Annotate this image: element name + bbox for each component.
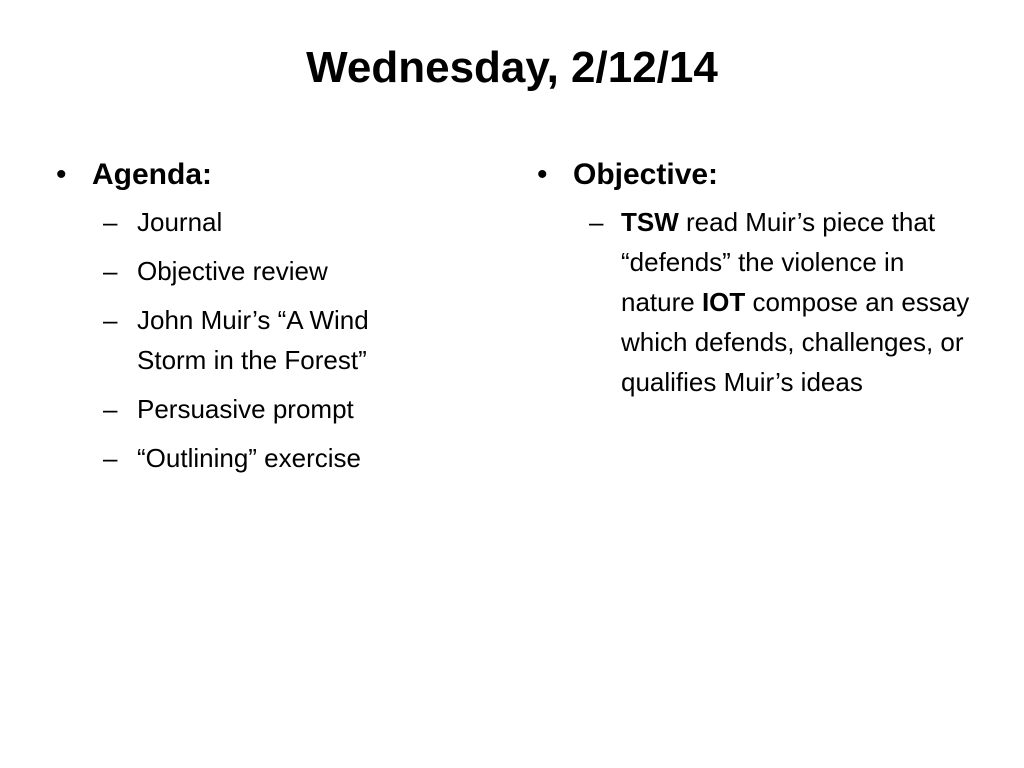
objective-heading: Objective: (573, 158, 719, 191)
bullet-icon: • (537, 158, 548, 191)
dash-icon: – (103, 443, 118, 473)
dash-icon: – (589, 207, 604, 237)
agenda-item (56, 251, 456, 291)
agenda-heading: Agenda: (92, 158, 212, 191)
slide-title: Wednesday, 2/12/14 (306, 43, 718, 92)
dash-icon: – (103, 394, 118, 424)
agenda-item-text: Objective review (137, 256, 328, 286)
objective-column (537, 152, 977, 411)
objective-item (537, 202, 977, 402)
agenda-item-text: “Outlining” exercise (137, 443, 361, 473)
agenda-item (56, 300, 456, 380)
dash-icon: – (103, 305, 118, 335)
agenda-item (56, 202, 456, 242)
agenda-column (56, 152, 456, 487)
objective-iot: IOT (701, 287, 746, 317)
agenda-item-text: Persuasive prompt (137, 394, 354, 424)
agenda-item-text: John Muir’s “A Wind Storm in the Forest” (137, 305, 369, 375)
agenda-item-text: Journal (137, 207, 223, 237)
bullet-icon: • (56, 158, 67, 191)
dash-icon: – (103, 256, 118, 286)
objective-text-part: read Muir’s piece that “defends” the violence in nature (621, 207, 936, 317)
objective-text-part: compose an essay which defends, challenges, or qualifies Muir’s ideas (621, 287, 970, 397)
objective-list (537, 202, 977, 402)
objective-heading-item (537, 152, 977, 198)
objective-text (621, 202, 977, 402)
agenda-list (56, 202, 456, 478)
dash-icon: – (103, 207, 118, 237)
agenda-item (56, 438, 456, 478)
objective-tsw: TSW (621, 207, 679, 237)
agenda-item (56, 389, 456, 429)
agenda-heading-item (56, 152, 456, 198)
